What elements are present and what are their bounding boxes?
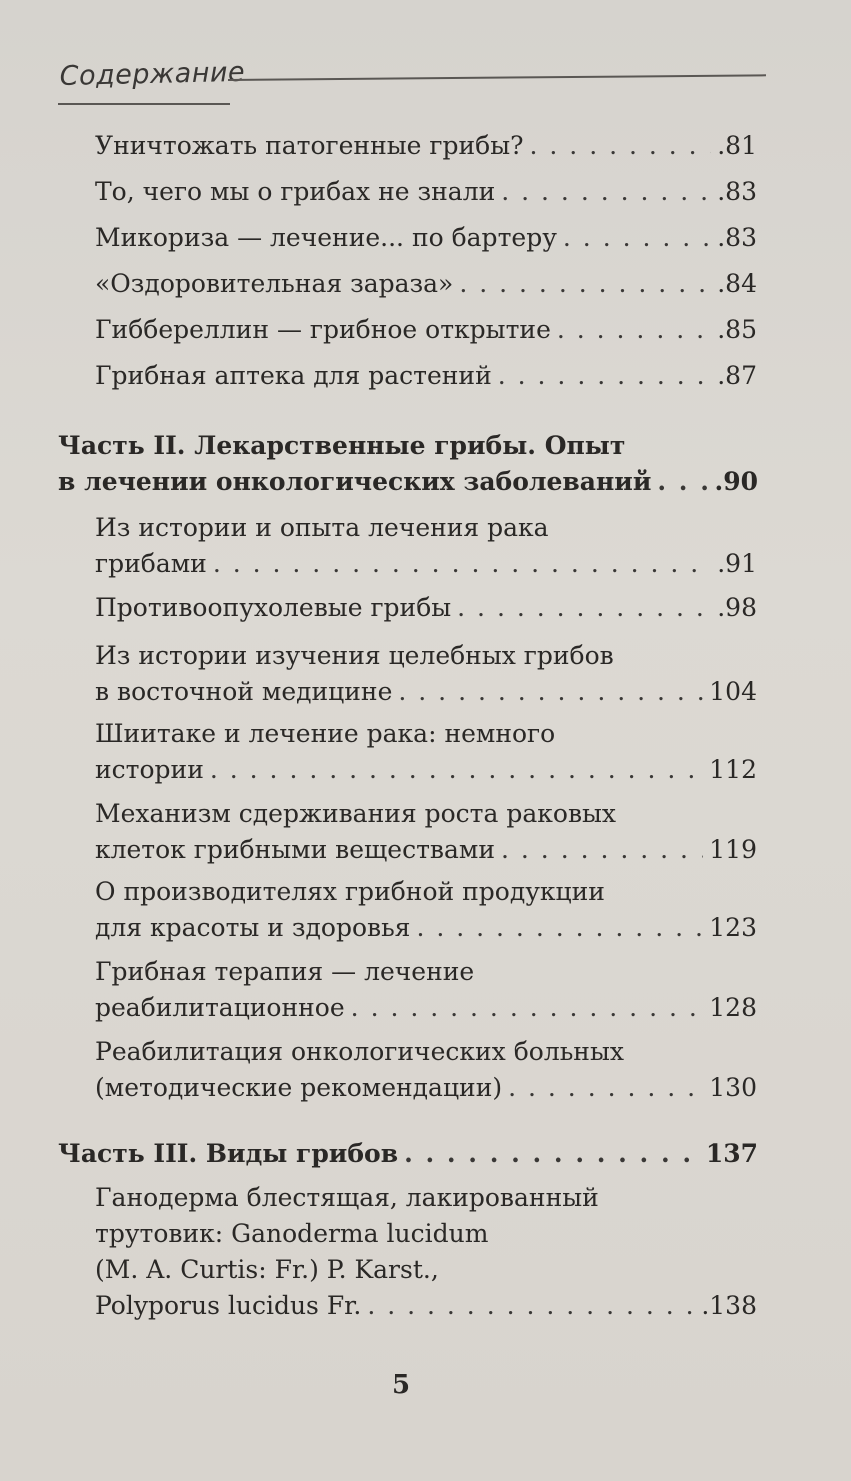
toc-page-number: .90: [714, 467, 758, 496]
dot-leader: [457, 590, 711, 626]
toc-page-number: 130: [709, 1073, 757, 1102]
toc-entry-last-line: [95, 832, 757, 868]
toc-entry-last-line: [95, 174, 757, 210]
toc-entry-last-line: [95, 266, 757, 302]
toc-entry-last-line: [95, 910, 757, 946]
toc-entry-title-line: грибами: [95, 549, 207, 578]
toc-entry: [58, 1136, 758, 1172]
toc-entry-title-line: Уничтожать патогенные грибы?: [95, 131, 524, 160]
toc-page-number: .84: [717, 269, 757, 298]
dot-leader: [508, 1070, 703, 1106]
toc-page-number: .85: [717, 315, 757, 344]
toc-entry: [95, 874, 757, 946]
toc-page-number: .98: [717, 593, 757, 622]
toc-entry: [95, 128, 757, 164]
toc-entry-last-line: [58, 464, 758, 500]
toc-entry-title-line: истории: [95, 755, 204, 784]
toc-entry: [95, 266, 757, 302]
dot-leader: [563, 220, 711, 256]
toc-entry-title-line: Из истории изучения целебных грибов: [95, 641, 614, 670]
toc-page-number: .91: [717, 549, 757, 578]
toc-page-number: 104: [709, 677, 757, 706]
dot-leader: [351, 990, 704, 1026]
toc-entry-title-line: реабилитационное: [95, 993, 345, 1022]
toc-page-number: .81: [717, 131, 757, 160]
page-number: 5: [392, 1370, 411, 1400]
toc-entry: [95, 1034, 757, 1106]
toc-entry-title-line: для красоты и здоровья: [95, 913, 411, 942]
toc-entry-title-line: трутовик: Ganoderma lucidum: [95, 1219, 489, 1248]
toc-entry-title-line: Механизм сдерживания роста раковых: [95, 799, 617, 828]
dot-leader: [398, 674, 703, 710]
toc-page-number: .83: [717, 177, 757, 206]
toc-entry: [95, 638, 757, 710]
header-title: Содержание: [59, 56, 246, 92]
dot-leader: [657, 464, 708, 500]
toc-entry-title-line: Ганодерма блестящая, лакированный: [95, 1183, 599, 1212]
dot-leader: [210, 752, 703, 788]
toc-entry: [95, 590, 757, 626]
toc-page-number: 128: [709, 993, 757, 1022]
toc-entry-last-line: [95, 220, 757, 256]
dot-leader: [498, 358, 711, 394]
toc-entry: [95, 220, 757, 256]
toc-entry-title-line: в восточной медицине: [95, 677, 393, 706]
toc-page-number: 119: [709, 835, 757, 864]
toc-entry-title-line: Микориза — лечение... по бартеру: [95, 223, 557, 252]
toc-entry-title-line: То, чего мы о грибах не знали: [95, 177, 496, 206]
toc-entry-title-line: Противоопухолевые грибы: [95, 593, 452, 622]
toc-entry: [95, 796, 757, 868]
toc-entry-title-line: Шиитаке и лечение рака: немного: [95, 719, 556, 748]
toc-entry-last-line: [95, 1288, 757, 1324]
toc-entry-title-line: Гиббереллин — грибное открытие: [95, 315, 551, 344]
toc-entry-last-line: [95, 752, 757, 788]
toc-entry: [95, 954, 757, 1026]
toc-entry-last-line: [95, 128, 757, 164]
dot-leader: [213, 546, 711, 582]
toc-entry-title-line: Часть III. Виды грибов: [58, 1139, 399, 1168]
toc-entry: [95, 358, 757, 394]
toc-page-number: .138: [701, 1291, 757, 1320]
toc-entry-last-line: [58, 1136, 758, 1172]
toc-entry: [95, 1180, 757, 1324]
toc-entry-last-line: [95, 358, 757, 394]
toc-entry: [95, 716, 757, 788]
toc-entry-last-line: [95, 590, 757, 626]
toc-entry-last-line: [95, 990, 757, 1026]
toc-entry: [58, 428, 758, 500]
dot-leader: [557, 312, 711, 348]
toc-entry-title-line: (методические рекомендации): [95, 1073, 503, 1102]
toc-page-number: 123: [709, 913, 757, 942]
dot-leader: [404, 1136, 700, 1172]
toc-page-number: .83: [717, 223, 757, 252]
toc-page-number: 112: [709, 755, 757, 784]
toc-entry: [95, 174, 757, 210]
toc-entry: [95, 510, 757, 582]
toc-entry-title-line: клеток грибными веществами: [95, 835, 496, 864]
dot-leader: [416, 910, 703, 946]
toc-entry-title-line: Реабилитация онкологических больных: [95, 1037, 624, 1066]
toc-page-number: .87: [717, 361, 757, 390]
dot-leader: [501, 174, 711, 210]
dot-leader: [367, 1288, 695, 1324]
toc-entry-title-line: Грибная терапия — лечение: [95, 957, 475, 986]
toc-entry-title-line: (M. A. Curtis: Fr.) P. Karst.,: [95, 1255, 439, 1284]
toc-entry-title-line: Грибная аптека для растений: [95, 361, 492, 390]
toc-page-number: 137: [705, 1139, 758, 1168]
toc-entry-title-line: Polyporus lucidus Fr.: [95, 1291, 362, 1320]
toc-entry: [95, 312, 757, 348]
dot-leader: [459, 266, 711, 302]
dot-leader: [530, 128, 712, 164]
toc-entry-title-line: О производителях грибной продукции: [95, 877, 605, 906]
toc-entry-last-line: [95, 674, 757, 710]
toc-entry-title-line: «Оздоровительная зараза»: [95, 269, 454, 298]
toc-entry-last-line: [95, 312, 757, 348]
toc-entry-title-line: в лечении онкологических заболеваний: [58, 467, 652, 496]
toc-entry-last-line: [95, 1070, 757, 1106]
toc-entry-title-line: Часть II. Лекарственные грибы. Опыт: [58, 431, 626, 460]
dot-leader: [501, 832, 703, 868]
toc-entry-last-line: [95, 546, 757, 582]
toc-entry-title-line: Из истории и опыта лечения рака: [95, 513, 549, 542]
